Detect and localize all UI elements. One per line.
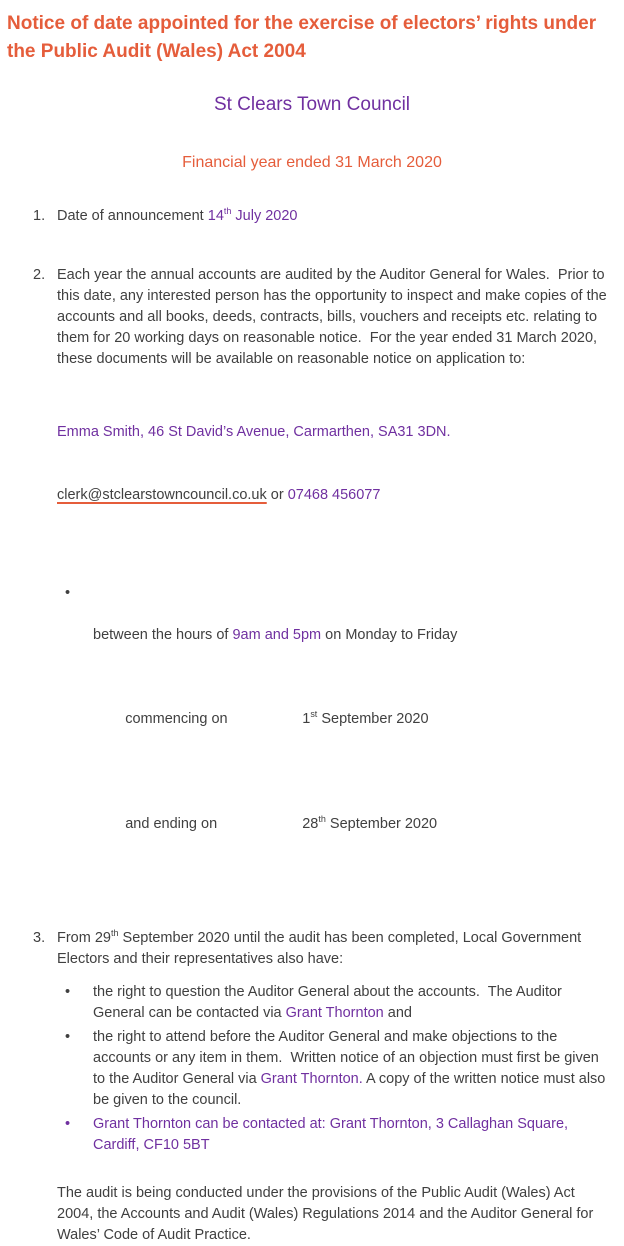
text-segment: July 2020	[231, 208, 298, 224]
text-segment: September 2020	[317, 711, 429, 727]
text-segment: The audit is being conducted under the provisions of the Public Audit (Wales) Act 2004, the Accounts and Audit (Wales) Regulations 2014 and the Auditor General for Wales’ Code of Audit Practice.	[57, 1185, 598, 1243]
council-title: St Clears Town Council	[213, 94, 411, 115]
closing-paragraph	[57, 1183, 608, 1246]
text-segment: Grant Thornton can be contacted at: Grant Thornton, 3 Callaghan Square, Cardiff, CF10 5BT	[93, 1116, 573, 1153]
right-to-attend-text	[93, 1027, 608, 1111]
elector-rights-text	[57, 928, 608, 970]
commencing-date	[302, 711, 428, 727]
list-item-inspection-rights	[33, 265, 611, 370]
announcement-date-text	[57, 206, 608, 227]
bullet-icon: •	[65, 1116, 71, 1132]
inspection-rights-text	[57, 265, 611, 370]
text-segment: 07468 456077	[287, 487, 381, 503]
commencing-row	[93, 688, 608, 751]
text-segment: th	[223, 206, 232, 217]
text-segment: 28	[302, 816, 319, 832]
text-segment: A copy of the written notice must also be given to the council.	[93, 1071, 610, 1108]
text-segment: Emma Smith, 46 St David’s Avenue, Carmarthen, SA31 3DN.	[57, 424, 451, 440]
bullet-icon: •	[65, 585, 71, 601]
text-segment: Grant Thornton.	[260, 1071, 363, 1087]
hours-bullet-text	[93, 583, 608, 898]
list-item-elector-rights	[33, 928, 608, 970]
list-number: 1.	[33, 208, 46, 224]
ending-label: and ending on	[125, 816, 218, 832]
grant-thornton-contact-text	[93, 1114, 608, 1156]
text-segment: st	[310, 709, 318, 720]
financial-year-title: Financial year ended 31 March 2020	[182, 154, 442, 171]
text-segment: the right to attend before the Auditor General and make objections to the accounts or any item in them. Written notice of an objection must first be given to the Auditor General via	[93, 1029, 603, 1087]
right-to-question-text	[93, 982, 608, 1024]
list-number: 2.	[33, 267, 46, 283]
text-segment: between the hours of	[93, 627, 233, 643]
hours-line	[93, 625, 608, 646]
text-segment: and	[383, 1005, 412, 1021]
email-link[interactable]: clerk@stclearstowncouncil.co.uk	[57, 487, 267, 503]
list-item-announcement-date	[33, 206, 608, 227]
right-to-attend-bullet	[65, 1027, 608, 1111]
text-segment: 9am and 5pm	[232, 627, 322, 643]
text-segment: From 29	[57, 930, 111, 946]
text-segment: 1	[302, 711, 311, 727]
grant-thornton-contact-bullet	[65, 1114, 608, 1156]
text-segment: the right to question the Auditor General about the accounts. The Auditor General can be contacted via	[93, 984, 566, 1021]
ending-date	[302, 816, 437, 832]
notice-heading: Notice of date appointed for the exercise of electors’ rights under the Public Audit (Wales) Act 2004	[7, 13, 602, 62]
text-segment: or	[266, 487, 288, 503]
right-to-question-bullet	[65, 982, 608, 1024]
text-segment: September 2020	[325, 816, 438, 832]
contact-address-line	[57, 422, 608, 443]
text-segment: Grant Thornton	[285, 1005, 384, 1021]
text-segment: on Monday to Friday	[321, 627, 458, 643]
text-segment: th	[318, 814, 326, 825]
bullet-icon: •	[65, 1029, 71, 1045]
bullet-icon: •	[65, 984, 71, 1000]
hours-bullet	[65, 583, 608, 898]
text-segment: September 2020 until the audit has been completed, Local Government Electors and their representatives also have:	[57, 930, 586, 967]
text-segment: Each year the annual accounts are audited by the Auditor General for Wales. Prior to this date, any interested person has the opportunity to inspect and make copies of the accounts and all books, deeds, contracts, bills, vouchers and receipts etc. relating to them for 20 working days on reasonable notice. For the year ended 31 March 2020, these documents will be available on reasonable notice on application to:	[57, 267, 611, 367]
text-segment: 14	[207, 208, 224, 224]
text-segment: Date of announcement	[57, 208, 208, 224]
contact-email-phone-line	[57, 485, 608, 506]
list-number: 3.	[33, 930, 46, 946]
contact-details	[57, 380, 608, 548]
ending-row	[93, 793, 608, 856]
text-segment: th	[111, 928, 119, 939]
commencing-label: commencing on	[125, 711, 228, 727]
